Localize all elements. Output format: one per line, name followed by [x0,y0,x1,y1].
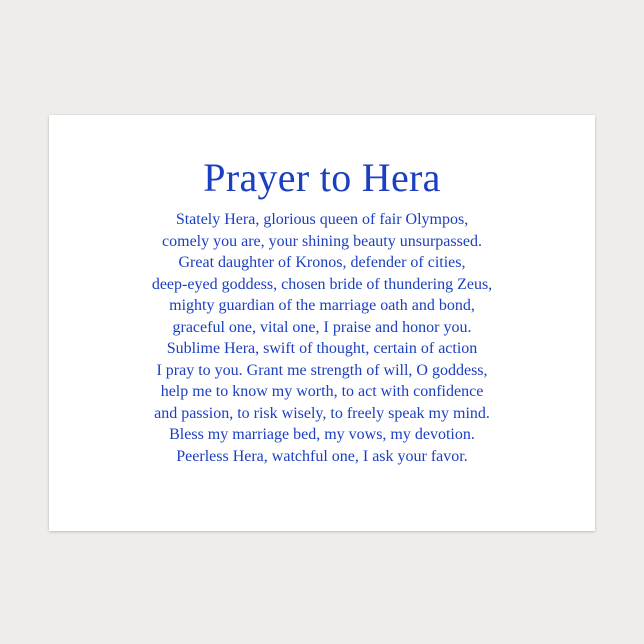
prayer-text [49,209,595,467]
prayer-line: I pray to you. Grant me strength of will, O goddess, [156,361,488,379]
prayer-line: Peerless Hera, watchful one, I ask your favor. [176,447,468,465]
prayer-line: Stately Hera, glorious queen of fair Olympos, [175,211,469,228]
prayer-line: and passion, to risk wisely, to freely speak my mind. [154,404,490,422]
prayer-line: Sublime Hera, swift of thought, certain of action [166,340,478,357]
prayer-title: Prayer to Hera [203,155,441,200]
prayer-line: comely you are, your shining beauty unsurpassed. [162,232,482,250]
postcard [49,115,595,531]
prayer-line: graceful one, vital one, I praise and honor you. [172,318,472,336]
prayer-line: Great daughter of Kronos, defender of cities, [178,254,466,271]
prayer-line: mighty guardian of the marriage oath and bond, [169,297,475,314]
prayer-line: help me to know my worth, to act with confidence [160,383,484,400]
prayer-line: Bless my marriage bed, my vows, my devotion. [169,426,475,443]
prayer-line: deep-eyed goddess, chosen bride of thundering Zeus, [151,275,493,293]
